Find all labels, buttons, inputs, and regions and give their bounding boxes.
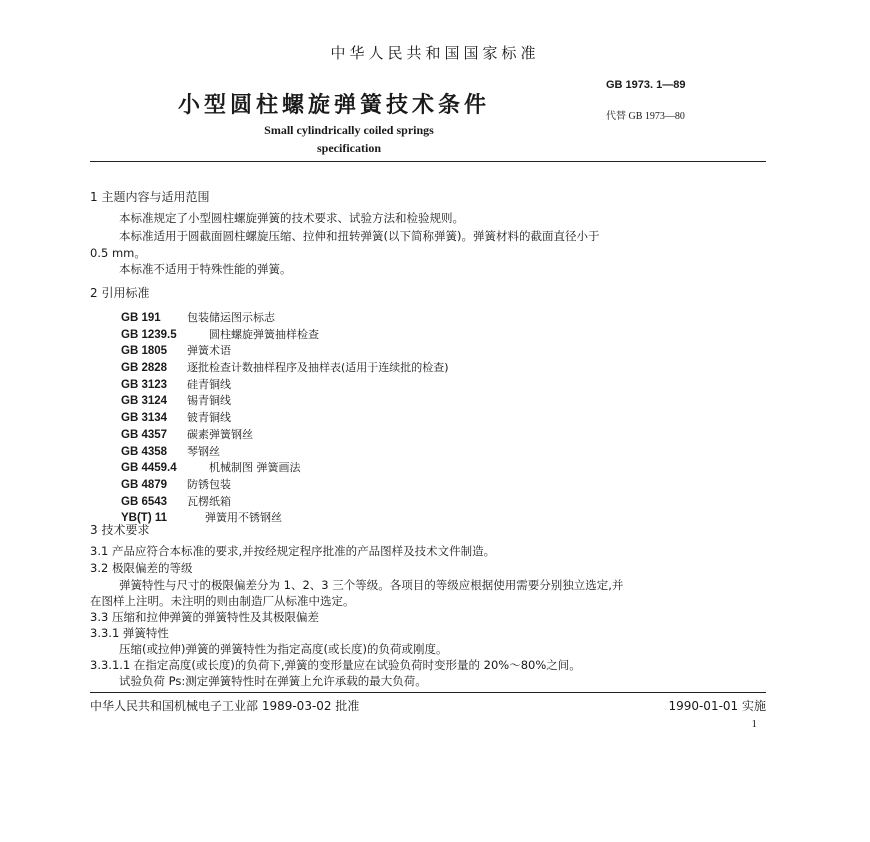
- section1-paragraph2-cont: 0.5 mm。: [90, 246, 146, 260]
- section1-paragraph3: 本标准不适用于特殊性能的弹簧。: [119, 262, 292, 276]
- issuer-approval: 中华人民共和国机械电子工业部 1989-03-02 批准: [90, 699, 360, 713]
- reference-item: GB 1239.5 圆柱螺旋弹簧抽样检查: [121, 327, 319, 341]
- reference-item: GB 4459.4 机械制图 弹簧画法: [121, 461, 301, 475]
- header-rule: [90, 161, 766, 162]
- document-title-en-line2: specification: [317, 141, 381, 155]
- clause-3-3-1-paragraph: 压缩(或拉伸)弹簧的弹簧特性为指定高度(或长度)的负荷或刚度。: [119, 642, 448, 656]
- standard-org-header: 中华人民共和国国家标准: [330, 44, 540, 62]
- effective-date: 1990-01-01 实施: [668, 699, 766, 713]
- section2-heading: 2 引用标准: [90, 286, 150, 300]
- page-number: 1: [751, 718, 757, 730]
- clause-3-1: 3.1 产品应符合本标准的要求,并按经规定程序批准的产品图样及技术文件制造。: [90, 544, 496, 558]
- clause-3-2: 3.2 极限偏差的等级: [90, 561, 193, 575]
- footer-rule: [90, 692, 766, 693]
- reference-item: GB 2828 逐批检查计数抽样程序及抽样表(适用于连续批的检查): [121, 361, 449, 375]
- referenced-standards-list: [121, 306, 449, 523]
- reference-item: GB 3124 锡青铜线: [121, 394, 231, 408]
- reference-item: GB 3123 硅青铜线: [121, 377, 231, 391]
- section1-heading: 1 主题内容与适用范围: [90, 190, 210, 204]
- reference-item: GB 4358 琴钢丝: [121, 444, 220, 458]
- clause-3-3-1: 3.3.1 弹簧特性: [90, 626, 169, 640]
- reference-item: GB 4879 防锈包装: [121, 477, 231, 491]
- section1-paragraph1: 本标准规定了小型圆柱螺旋弹簧的技术要求、试验方法和检验规则。: [119, 211, 464, 225]
- reference-item: GB 4357 碳素弹簧钢丝: [121, 427, 253, 441]
- reference-item: YB(T) 11 弹簧用不锈钢丝: [121, 511, 282, 525]
- reference-item: GB 191 包装储运图示标志: [121, 311, 275, 324]
- reference-item: GB 6543 瓦楞纸箱: [121, 494, 231, 508]
- section1-paragraph2: 本标准适用于圆截面圆柱螺旋压缩、拉伸和扭转弹簧(以下简称弹簧)。弹簧材料的截面直径小于: [119, 229, 600, 243]
- gb-number: GB 1973. 1—89: [606, 79, 686, 91]
- clause-3-3: 3.3 压缩和拉伸弹簧的弹簧特性及其极限偏差: [90, 610, 319, 624]
- replaces-note: 代替 GB 1973—80: [606, 111, 685, 122]
- reference-item: GB 1805 弹簧术语: [121, 344, 231, 358]
- clause-3-3-1-1-paragraph: 试验负荷 Ps:测定弹簧特性时在弹簧上允许承载的最大负荷。: [119, 674, 427, 688]
- document-title-en-line1: Small cylindrically coiled springs: [264, 123, 434, 137]
- clause-3-2-paragraph: 弹簧特性与尺寸的极限偏差分为 1、2、3 三个等级。各项目的等级应根据使用需要分别独立选定,并: [119, 578, 624, 592]
- clause-3-3-1-1: 3.3.1.1 在指定高度(或长度)的负荷下,弹簧的变形量应在试验负荷时变形量的 20%～80%之间。: [90, 658, 581, 672]
- clause-3-2-paragraph-cont: 在图样上注明。未注明的则由制造厂从标准中选定。: [90, 594, 355, 608]
- document-title-cn: 小型圆柱螺旋弹簧技术条件: [178, 93, 491, 118]
- section3-heading: 3 技术要求: [90, 523, 150, 537]
- reference-item: GB 3134 铍青铜线: [121, 411, 231, 425]
